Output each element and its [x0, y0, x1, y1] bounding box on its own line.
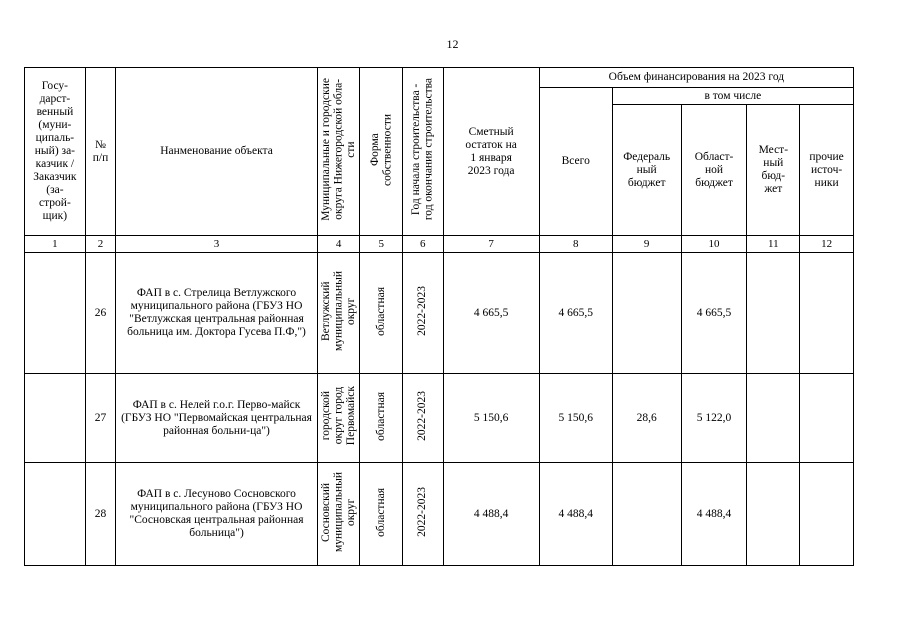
cell-federal [612, 463, 681, 566]
cell-customer [25, 253, 86, 374]
header-name: Нанменование объекта [116, 68, 318, 236]
header-years [402, 68, 443, 236]
column-number: 4 [317, 236, 360, 253]
table-row [25, 463, 854, 566]
cell-remaining: 4 665,5 [443, 253, 539, 374]
cell-years [402, 253, 443, 374]
cell-ownership [360, 463, 403, 566]
header-total: Всего [539, 88, 612, 236]
cell-ownership-text: областная [374, 391, 387, 441]
cell-num: 28 [85, 463, 115, 566]
cell-municipality-text: городской округ город Первомайск [319, 386, 357, 446]
column-number: 8 [539, 236, 612, 253]
header-federal: Федераль ный бюджет [612, 105, 681, 236]
cell-federal: 28,6 [612, 374, 681, 463]
cell-ownership-text: областная [374, 487, 387, 537]
page-number: 12 [446, 37, 459, 51]
cell-name: ФАП в с. Стрелица Ветлужского муниципального района (ГБУЗ НО "Ветлужская центральная районная больница им. Доктора Гусева П.Ф,") [116, 253, 318, 374]
header-ownership [360, 68, 403, 236]
header-municipality [317, 68, 360, 236]
cell-years [402, 374, 443, 463]
header-local: Мест- ный бюд- жет [747, 105, 800, 236]
cell-years-text: 2022-2023 [416, 391, 429, 441]
cell-local [747, 463, 800, 566]
column-number: 7 [443, 236, 539, 253]
cell-total: 4 488,4 [539, 463, 612, 566]
cell-num: 27 [85, 374, 115, 463]
column-number: 10 [681, 236, 747, 253]
column-number: 3 [116, 236, 318, 253]
cell-regional: 4 665,5 [681, 253, 747, 374]
header-years-text: Год начала строительства - год окончания строительства [410, 78, 435, 221]
column-number: 11 [747, 236, 800, 253]
cell-other [800, 463, 854, 566]
column-number-row [25, 236, 854, 253]
header-num: № п/п [85, 68, 115, 236]
cell-other [800, 253, 854, 374]
cell-regional: 5 122,0 [681, 374, 747, 463]
cell-municipality-text: Сосновский муниципальный округ [319, 471, 357, 553]
cell-federal [612, 253, 681, 374]
header-regional: Област- ной бюджет [681, 105, 747, 236]
cell-total: 5 150,6 [539, 374, 612, 463]
cell-customer [25, 374, 86, 463]
cell-years [402, 463, 443, 566]
cell-remaining: 5 150,6 [443, 374, 539, 463]
cell-years-text: 2022-2023 [416, 487, 429, 537]
column-number: 1 [25, 236, 86, 253]
table-row [25, 253, 854, 374]
cell-ownership [360, 374, 403, 463]
column-number: 6 [402, 236, 443, 253]
header-funding: Объем финансирования на 2023 год [539, 68, 853, 88]
cell-name: ФАП в с. Лесуново Сосновского муниципального района (ГБУЗ НО "Сосновская центральная районная больница") [116, 463, 318, 566]
cell-municipality [317, 253, 360, 374]
cell-other [800, 374, 854, 463]
cell-years-text: 2022-2023 [416, 286, 429, 336]
column-number: 12 [800, 236, 854, 253]
cell-ownership [360, 253, 403, 374]
column-number: 2 [85, 236, 115, 253]
header-including: в том числе [612, 88, 853, 105]
header-ownership-text: Форма собственности [368, 113, 394, 186]
cell-regional: 4 488,4 [681, 463, 747, 566]
header-remaining: Сметный остаток на 1 января 2023 года [443, 68, 539, 236]
header-other: прочие источ- ники [800, 105, 854, 236]
cell-municipality [317, 463, 360, 566]
cell-local [747, 374, 800, 463]
table-row [25, 374, 854, 463]
header-municipality-text: Муниципальные и городские округа Нижегородской обла- сти [319, 78, 357, 221]
column-number: 5 [360, 236, 403, 253]
cell-remaining: 4 488,4 [443, 463, 539, 566]
cell-ownership-text: областная [374, 286, 387, 336]
cell-total: 4 665,5 [539, 253, 612, 374]
header-customer: Госу- дарст- венный (муни- ципаль- ный) за- казчик / Заказчик (за- строй- щик) [25, 68, 86, 236]
cell-municipality-text: Ветлужский муниципальный округ [319, 270, 357, 352]
cell-name: ФАП в с. Нелей г.о.г. Перво-майск (ГБУЗ НО "Первомайская центральная районная больни-ца") [116, 374, 318, 463]
cell-customer [25, 463, 86, 566]
header-row-1 [25, 68, 854, 88]
funding-table [24, 67, 854, 566]
cell-municipality [317, 374, 360, 463]
cell-num: 26 [85, 253, 115, 374]
column-number: 9 [612, 236, 681, 253]
cell-local [747, 253, 800, 374]
